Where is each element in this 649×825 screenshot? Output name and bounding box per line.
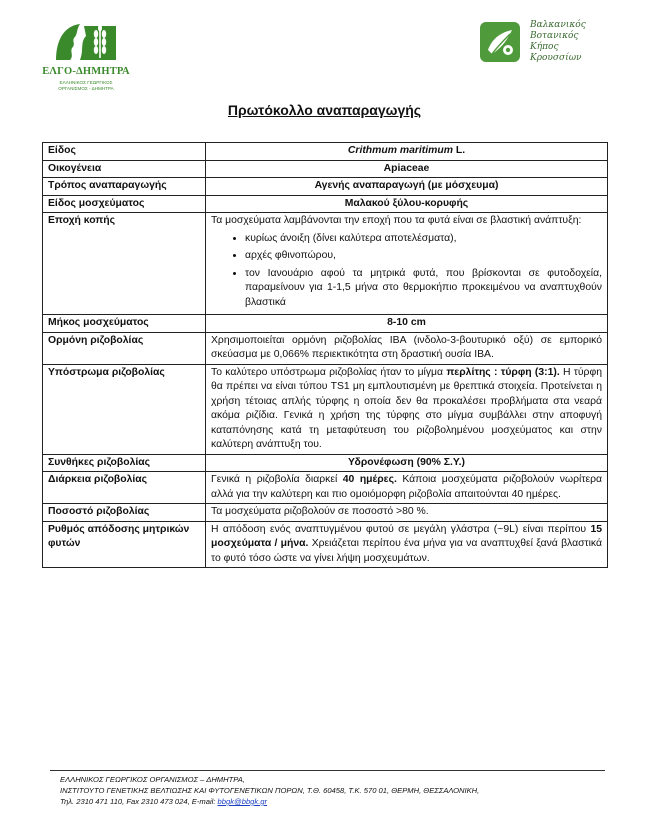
- row-label: Είδος μοσχεύματος: [43, 195, 206, 213]
- text-run-bold: 40 ημέρες.: [342, 474, 397, 485]
- protocol-table: [42, 142, 608, 568]
- table-row-cutting-type: [43, 195, 608, 213]
- text-run: Το καλύτερο υπόστρωμα ριζοβολίας ήταν το μίγμα: [211, 366, 447, 378]
- method-value: Αγενής αναπαραγωγή (με μόσχευμα): [206, 178, 608, 196]
- yield-value: [206, 521, 608, 568]
- conditions-value: Υδρονέφωση (90% Σ.Υ.): [206, 454, 608, 472]
- logo-name: ΕΛΓΟ-ΔΗΜΗΤΡΑ: [42, 66, 130, 77]
- row-label: Ρυθμός απόδοσης μητρικών φυτών: [43, 521, 206, 568]
- species-value: [206, 143, 608, 161]
- list-item: • τον Ιανουάριο αφού τα μητρικά φυτά, που βρίσκονται σε φυτοδοχεία, παραμείνουν για 1-1,5 μήνα στο θερμοκήπιο προκειμένου να αναπτυχθούν βλαστικά: [245, 267, 602, 311]
- table-row-hormone: [43, 332, 608, 364]
- text-run-bold: 15 μοσχεύματα / μήνα.: [211, 523, 602, 549]
- row-label: Τρόπος αναπαραγωγής: [43, 178, 206, 196]
- season-value: [206, 213, 608, 315]
- table-row-season: [43, 213, 608, 315]
- botanical-garden-name: [530, 20, 586, 64]
- logo-subtitle: [40, 80, 132, 91]
- table-row-method: [43, 178, 608, 196]
- document-title: [0, 102, 649, 118]
- elgo-emblem-icon: [50, 20, 122, 64]
- row-label: Οικογένεια: [43, 160, 206, 178]
- table-row-yield: [43, 521, 608, 568]
- botanical-garden-logo: [478, 20, 608, 80]
- list-item: • κυρίως άνοιξη (δίνει καλύτερα αποτελέσματα),: [245, 232, 602, 247]
- row-label: Υπόστρωμα ριζοβολίας: [43, 364, 206, 454]
- logo-line: Βοτανικός: [530, 31, 579, 41]
- row-label: Διάρκεια ριζοβολίας: [43, 472, 206, 504]
- row-label: Είδος: [43, 143, 206, 161]
- footer-line: ΕΛΛΗΝΙΚΟΣ ΓΕΩΡΓΙΚΟΣ ΟΡΓΑΝΙΣΜΟΣ – ΔΗΜΗΤΡΑ,: [60, 775, 245, 784]
- email-link[interactable]: bbgk@bbgk.gr: [217, 797, 268, 806]
- logo-subtitle-line: ΟΡΓΑΝΙΣΜΟΣ - ΔΗΜΗΤΡΑ: [58, 85, 114, 91]
- table-row-species: [43, 143, 608, 161]
- duration-value: [206, 472, 608, 504]
- row-label: Ποσοστό ριζοβολίας: [43, 504, 206, 522]
- text-run: Γενικά η ριζοβολία διαρκεί: [211, 474, 343, 485]
- species-author: L.: [452, 145, 466, 156]
- table-row-percentage: [43, 504, 608, 522]
- footer-contact-text: Τηλ. 2310 471 110, Fax 2310 473 024, E-mail:: [60, 797, 218, 806]
- cutting-type-value: Μαλακού ξύλου-κορυφής: [206, 195, 608, 213]
- length-value: 8-10 cm: [206, 315, 608, 333]
- logo-line: Κήπος: [530, 42, 559, 52]
- substrate-value: [206, 364, 608, 454]
- species-name: Crithmum maritimum: [347, 145, 453, 156]
- title-text: Πρωτόκολλο αναπαραγωγής: [227, 102, 422, 118]
- family-value: Apiaceae: [206, 160, 608, 178]
- table-row-length: [43, 315, 608, 333]
- footer-divider: [50, 770, 605, 771]
- text-run: Η απόδοση ενός αναπτυγμένου φυτού σε μεγάλη γλάστρα (~9L) είναι περίπου: [211, 523, 591, 535]
- table-row-conditions: [43, 454, 608, 472]
- list-item: • αρχές φθινοπώρου,: [245, 249, 602, 264]
- footer: [60, 774, 620, 807]
- text-run: Χρειάζεται περίπου ένα μήνα για να αναπτυχθεί ξανά βλαστικά το φυτό τόσο ώστε να γίνει λήψη μοσχευμάτων.: [211, 538, 602, 564]
- percentage-value: Τα μοσχεύματα ριζοβολούν σε ποσοστό >80 %.: [206, 504, 608, 522]
- table-row-duration: [43, 472, 608, 504]
- logo-subtitle-line: ΕΛΛΗΝΙΚΟΣ ΓΕΩΡΓΙΚΟΣ: [59, 80, 113, 85]
- row-label: Συνθήκες ριζοβολίας: [43, 454, 206, 472]
- logo-line: Κρουσσίων: [530, 53, 582, 63]
- row-label: Μήκος μοσχεύματος: [43, 315, 206, 333]
- footer-contact: [60, 796, 620, 807]
- row-label: Εποχή κοπής: [43, 213, 206, 315]
- season-intro: Τα μοσχεύματα λαμβάνονται την εποχή που τα φυτά είναι σε βλαστική ανάπτυξη:: [211, 215, 582, 226]
- footer-line: ΙΝΣΤΙΤΟΥΤΟ ΓΕΝΕΤΙΚΗΣ ΒΕΛΤΙΩΣΗΣ ΚΑΙ ΦΥΤΟΓΕΝΕΤΙΚΩΝ ΠΟΡΩΝ, Τ.Θ. 60458, Τ.Κ. 570 01, ΘΕΡΜΗ, ΘΕΣΣΑΛΟΝΙΚΗ,: [60, 786, 480, 795]
- logo-line: Βαλκανικός: [530, 20, 586, 30]
- text-run-bold: περλίτης : τύρφη (3:1).: [446, 366, 560, 378]
- elgo-dimitra-logo: [40, 18, 132, 94]
- row-label: Ορμόνη ριζοβολίας: [43, 332, 206, 364]
- season-list: [211, 232, 602, 311]
- hormone-value: Χρησιμοποιείται ορμόνη ριζοβολίας IBA (ινδολο-3-βουτυρικό οξύ) σε εμπορικό σκεύασμα με 0,066% περιεκτικότητα στη δραστική ουσία IBA.: [206, 332, 608, 364]
- botanical-garden-emblem-icon: [478, 20, 522, 64]
- text-run: Η τύρφη θα πρέπει να είναι τύπου TS1 μη εμπλουτισμένη με θρεπτικά στοιχεία. Προτείνεται η χρήση τέτοιας απλής τύρφης η οποία δεν θα προκαλέσει προβλήματα στα νεαρά ακόμα ριζίδια. Γενικά η χρήση της τύρφης στο μίγμα συμβάλλει στην αποφυγή καταπόνησης κατά τη μεταφύτευση του ριζοβολημένου μοσχεύματος και στην καλύτερη ανάπτυξη του.: [211, 366, 602, 450]
- text-run: Κάποια μοσχεύματα ριζοβολούν νωρίτερα αλλά για την καλύτερη και πιο ομοιόμορφη ριζοβολία απαιτούνται 40 ημέρες.: [211, 474, 602, 500]
- table-row-family: [43, 160, 608, 178]
- table-row-substrate: [43, 364, 608, 454]
